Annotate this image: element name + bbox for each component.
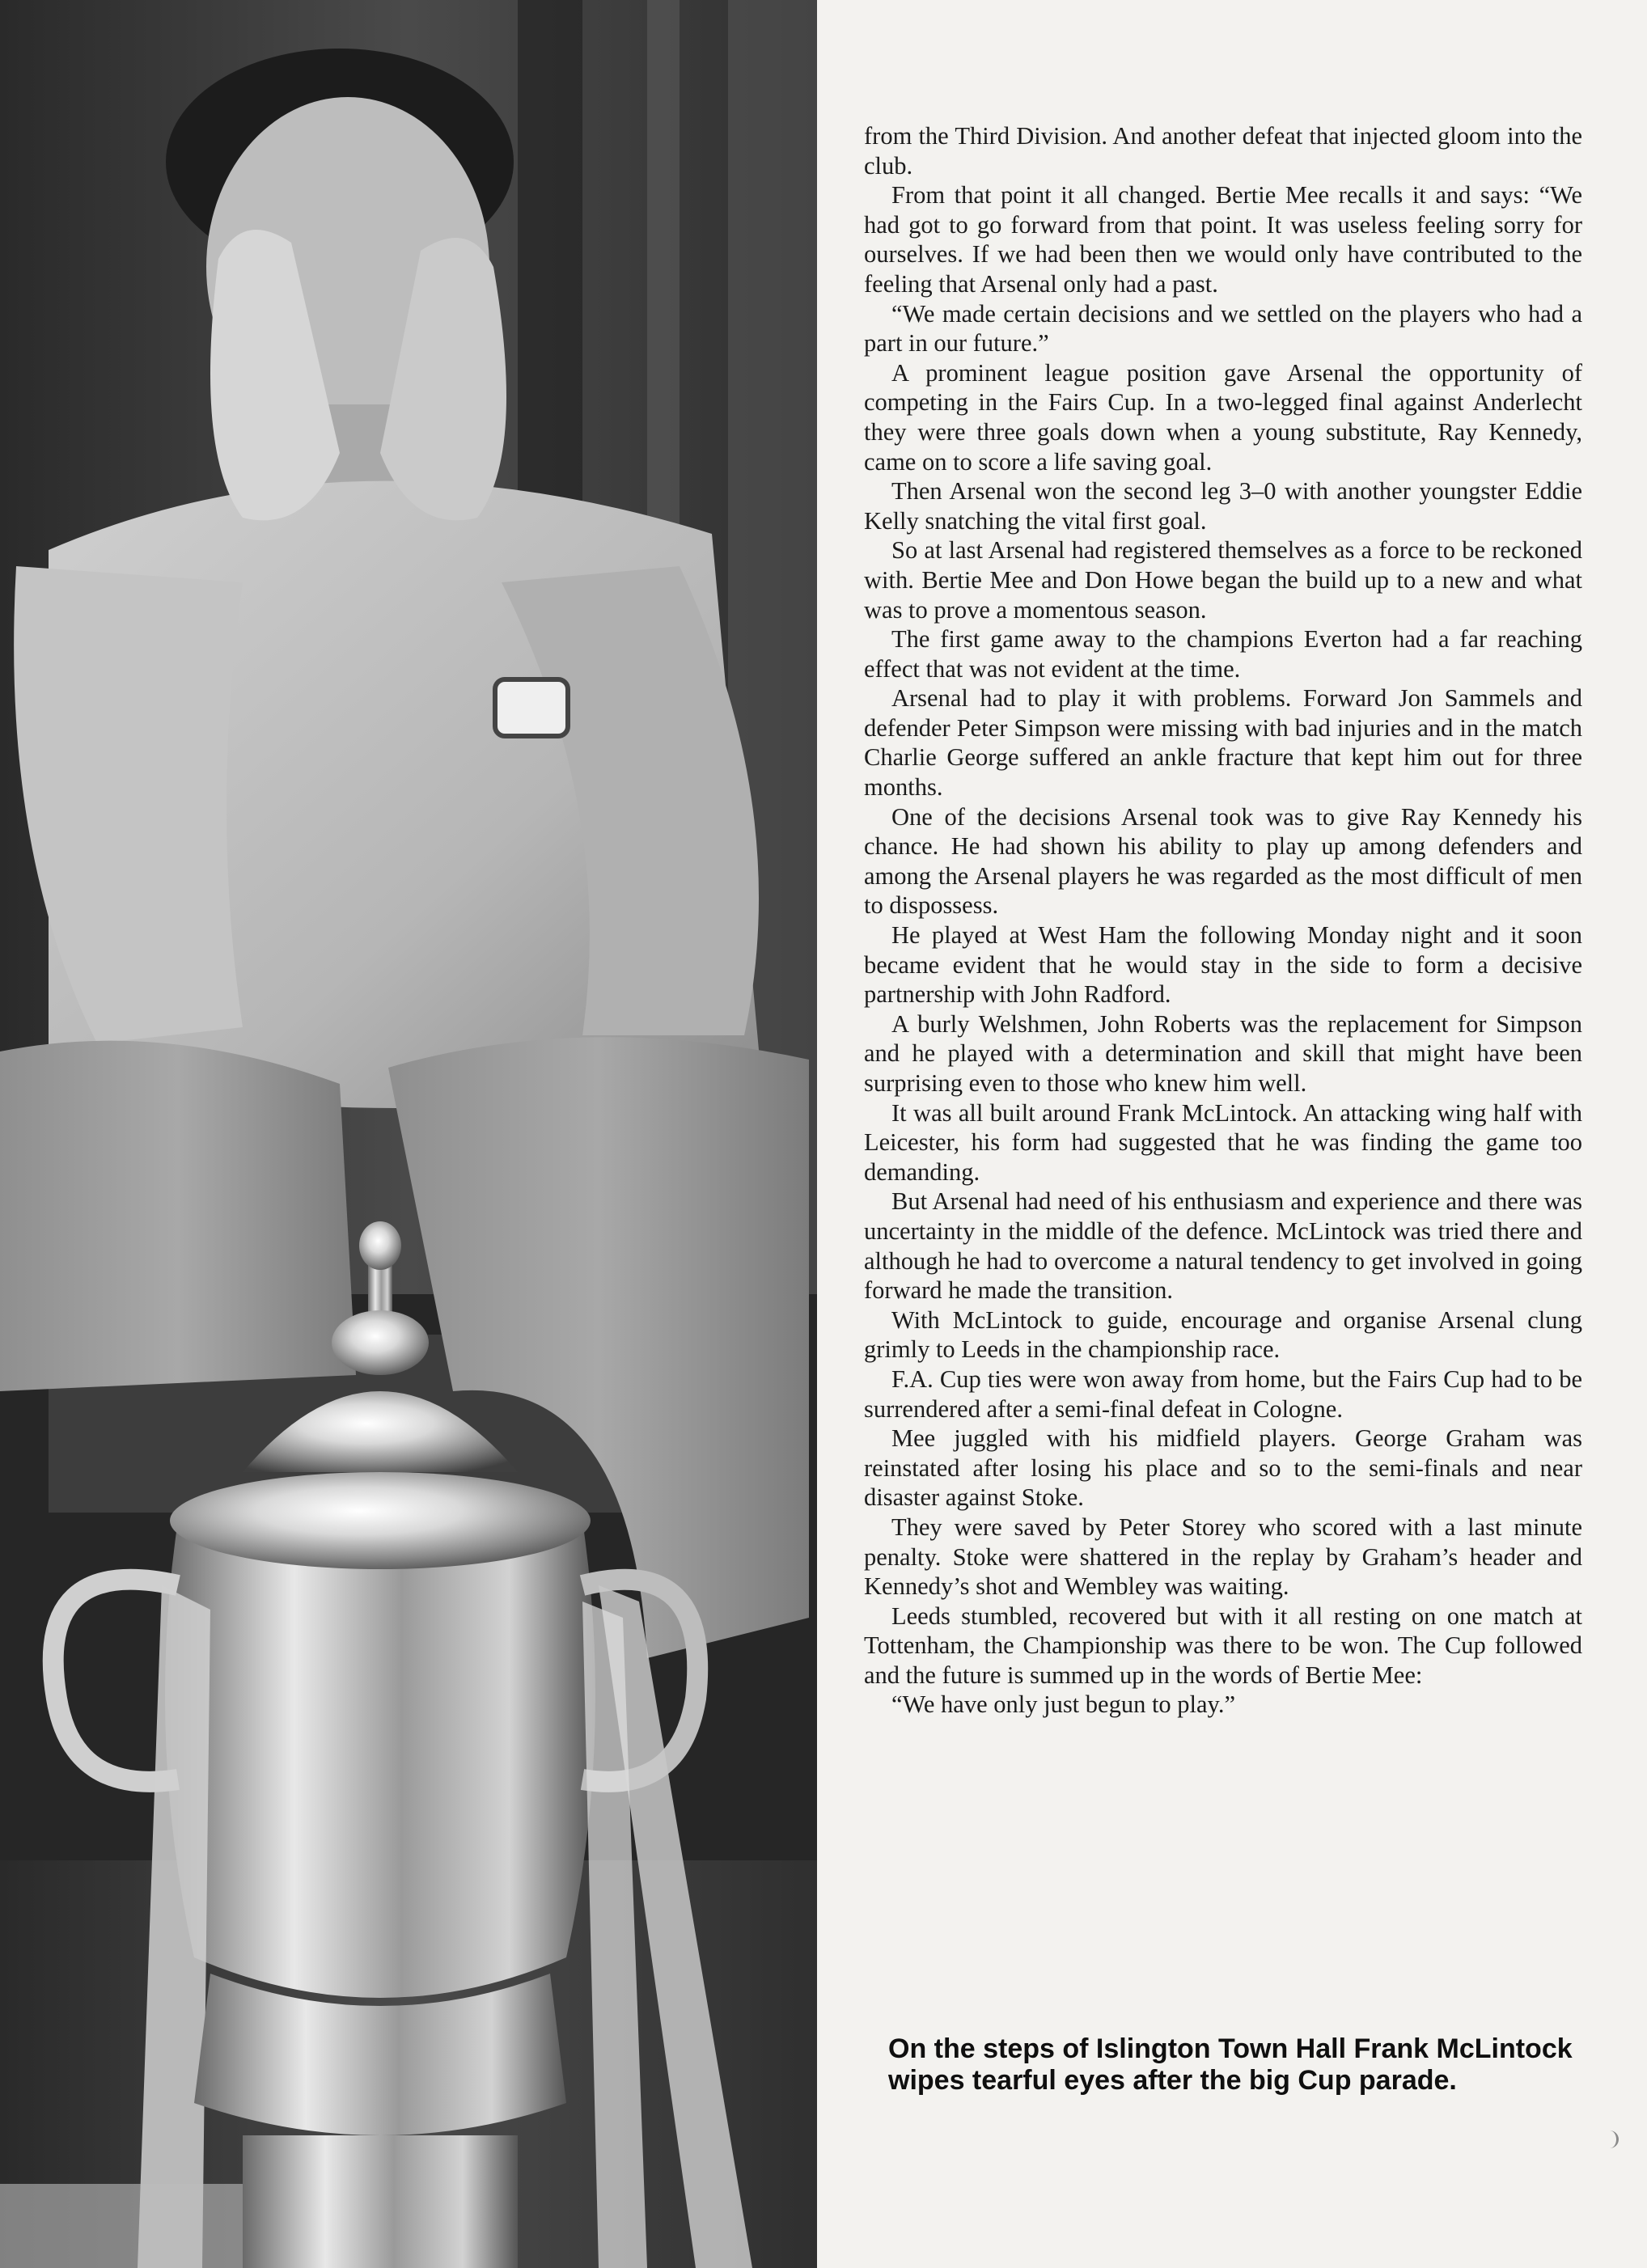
paragraph: Leeds stumbled, recovered but with it all resting on one match at Tottenham, the Championship was there to be won. The Cup followed and the future is summed up in the words of Bertie Mee: [864, 1602, 1582, 1689]
paragraph: But Arsenal had need of his enthusiasm and experience and there was uncertainty in the middle of the defence. McLintock was tried there and although he had to overcome a natural tendency to get involved in going forward he made the transition. [864, 1187, 1582, 1305]
paragraph: One of the decisions Arsenal took was to give Ray Kennedy his chance. He had shown his ability to play up among defenders and among the Arsenal players he was regarded as the most difficult of men to dispossess. [864, 802, 1582, 920]
paragraph: “We made certain decisions and we settled on the players who had a part in our future.” [864, 299, 1582, 358]
paragraph: from the Third Division. And another defeat that injected gloom into the club. [864, 122, 1582, 180]
paragraph: Then Arsenal won the second leg 3–0 with another youngster Eddie Kelly snatching the vital first goal. [864, 477, 1582, 535]
paragraph: From that point it all changed. Bertie Mee recalls it and says: “We had got to go forward from that point. It was useless feeling sorry for ourselves. If we had been then we would only have contributed to the feeling that Arsenal only had a past. [864, 181, 1582, 298]
paragraph: F.A. Cup ties were won away from home, but the Fairs Cup had to be surrendered after a semi-final defeat in Cologne. [864, 1365, 1582, 1423]
paragraph: The first game away to the champions Everton had a far reaching effect that was not evident at the time. [864, 625, 1582, 683]
paragraph: “We have only just begun to play.” [891, 1690, 1235, 1719]
paragraph: Mee juggled with his midfield players. George Graham was reinstated after losing his place and so to the semi-finals and near disaster against Stoke. [864, 1424, 1582, 1512]
photo-caption: On the steps of Islington Town Hall Frank McLintock wipes tearful eyes after the big Cup parade. [888, 2033, 1573, 2096]
photo-mclintock-with-fa-cup [0, 0, 817, 2268]
paragraph: With McLintock to guide, encourage and organise Arsenal clung grimly to Leeds in the championship race. [864, 1305, 1582, 1364]
page-edge-mark [1608, 2130, 1619, 2148]
paragraph: He played at West Ham the following Monday night and it soon became evident that he would stay in the side to form a decisive partnership with John Radford. [864, 921, 1582, 1009]
paragraph: Arsenal had to play it with problems. Forward Jon Sammels and defender Peter Simpson were missing with bad injuries and in the match Charlie George suffered an ankle fracture that kept him out for three months. [864, 684, 1582, 802]
article-body [864, 121, 1582, 1901]
paragraph: A burly Welshmen, John Roberts was the replacement for Simpson and he played with a determination and skill that might have been surprising even to those who knew him well. [864, 1009, 1582, 1097]
paragraph: A prominent league position gave Arsenal the opportunity of competing in the Fairs Cup. In a two-legged final against Anderlecht they were three goals down when a young substitute, Ray Kennedy, came on to score a life saving goal. [864, 358, 1582, 476]
paragraph: They were saved by Peter Storey who scored with a last minute penalty. Stoke were shattered in the replay by Graham’s header and Kennedy’s shot and Wembley was waiting. [864, 1513, 1582, 1601]
paragraph: It was all built around Frank McLintock. An attacking wing half with Leicester, his form had suggested that he was finding the game too demanding. [864, 1098, 1582, 1186]
paragraph: So at last Arsenal had registered themselves as a force to be reckoned with. Bertie Mee and Don Howe began the build up to a new and what was to prove a momentous season. [864, 536, 1582, 624]
